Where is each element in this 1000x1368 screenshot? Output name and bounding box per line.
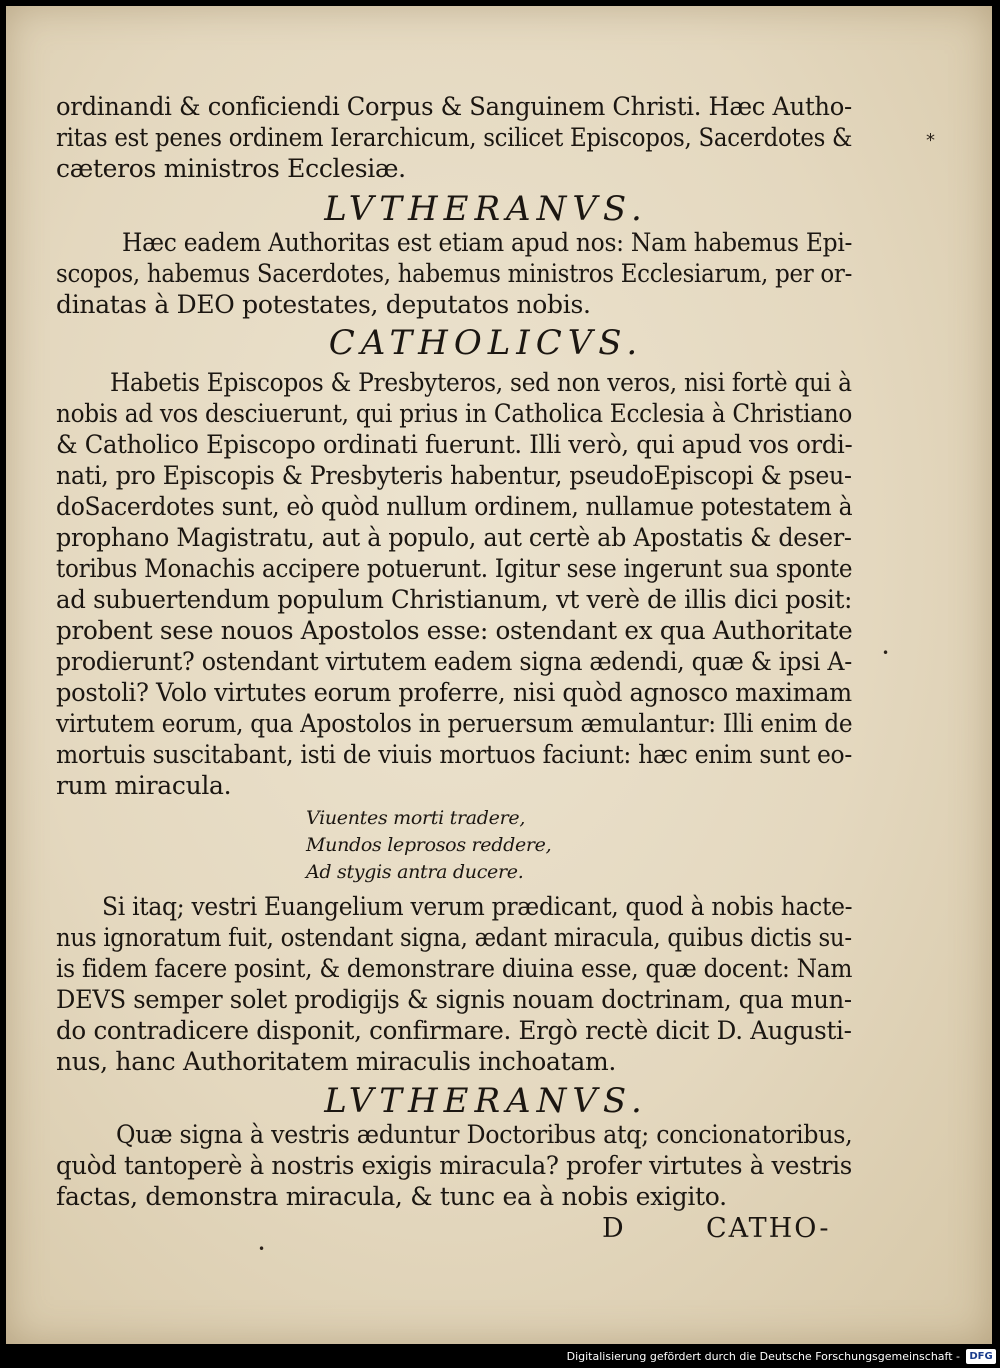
- text-line-29: factas, demonstra miracula, & tunc ea à nobis exigito.: [56, 1182, 727, 1211]
- catchword: CATHO-: [706, 1213, 831, 1244]
- text-line-19: mortuis suscitabant, isti de viuis mortuos faciunt: hæc enim sunt eo-: [56, 740, 853, 769]
- text-line-25: do contradicere disponit, confirmare. Ergò rectè dicit D. Augusti-: [56, 1016, 852, 1045]
- text-line-2: ritas est penes ordinem Ierarchicum, scilicet Episcopos, Sacerdotes &: [56, 123, 853, 152]
- text-line-7: Habetis Episcopos & Presbyteros, sed non veros, nisi fortè qui à: [110, 368, 852, 397]
- text-line-22: nus ignoratum fuit, ostendant signa, ædant miracula, quibus dictis su-: [56, 923, 852, 952]
- text-line-28: quòd tantoperè à nostris exigis miracula? profer virtutes à vestris: [56, 1151, 853, 1180]
- funding-credit: Digitalisierung gefördert durch die Deutsche Forschungsgemeinschaft -: [566, 1350, 960, 1363]
- text-line-15: probent sese nouos Apostolos esse: ostendant ex qua Authoritate: [56, 616, 853, 645]
- text-line-10: nati, pro Episcopis & Presbyteris habentur, pseudoEpiscopi & pseu-: [56, 461, 852, 490]
- margin-dot-1: •: [882, 646, 890, 660]
- verse-line-3: Ad stygis antra ducere.: [306, 861, 524, 883]
- text-line-27: Quæ signa à vestris æduntur Doctoribus atq; concionatoribus,: [116, 1120, 853, 1149]
- text-line-24: DEVS semper solet prodigijs & signis nouam doctrinam, qua mun-: [56, 985, 852, 1014]
- text-line-12: prophano Magistratu, aut à populo, aut certè ab Apostatis & deser-: [56, 523, 852, 552]
- text-line-18: virtutem eorum, qua Apostolos in peruersum æmulantur: Illi enim de: [56, 709, 853, 738]
- margin-asterisk: *: [926, 130, 935, 151]
- text-line-1: ordinandi & conficiendi Corpus & Sanguinem Christi. Hæc Autho-: [56, 92, 852, 121]
- margin-dot-2: •: [258, 1242, 266, 1256]
- text-line-23: is fidem facere posint, & demonstrare diuina esse, quæ docent: Nam: [56, 954, 853, 983]
- text-line-14: ad subuertendum populum Christianum, vt verè de illis dici posit:: [56, 585, 853, 614]
- text-line-17: postoli? Volo virtutes eorum proferre, nisi quòd agnosco maximam: [56, 678, 852, 707]
- text-line-9: & Catholico Episcopo ordinati fuerunt. Illi verò, qui apud vos ordi-: [56, 430, 853, 459]
- text-line-6: dinatas à DEO potestates, deputatos nobis.: [56, 290, 591, 319]
- text-line-13: toribus Monachis accipere potuerunt. Igitur sese ingerunt sua sponte: [56, 554, 853, 583]
- text-line-3: cæteros ministros Ecclesiæ.: [56, 154, 406, 183]
- footer-bar: [0, 1346, 1000, 1368]
- text-line-26: nus, hanc Authoritatem miraculis inchoatam.: [56, 1047, 617, 1076]
- heading-lutheranus-2: LVTHERANVS.: [324, 1081, 648, 1121]
- text-line-21: Si itaq; vestri Euangelium verum prædicant, quod à nobis hacte-: [102, 892, 853, 921]
- signature-mark: D: [602, 1213, 626, 1244]
- dfg-logo-icon: DFG: [966, 1349, 996, 1364]
- text-line-8: nobis ad vos desciuerunt, qui prius in Catholica Ecclesia à Christiano: [56, 399, 853, 428]
- book-page: [6, 6, 992, 1344]
- verse-line-2: Mundos leprosos reddere,: [306, 834, 552, 856]
- text-line-16: prodierunt? ostendant virtutem eadem signa ædendi, quæ & ipsi A-: [56, 647, 852, 676]
- text-line-11: doSacerdotes sunt, eò quòd nullum ordinem, nullamue potestatem à: [56, 492, 853, 521]
- text-line-20: rum miracula.: [56, 771, 232, 800]
- text-line-5: scopos, habemus Sacerdotes, habemus ministros Ecclesiarum, per or-: [56, 259, 853, 288]
- heading-catholicus: CATHOLICVS.: [328, 323, 644, 363]
- text-line-4: Hæc eadem Authoritas est etiam apud nos: Nam habemus Epi-: [122, 228, 853, 257]
- heading-lutheranus-1: LVTHERANVS.: [324, 189, 648, 229]
- verse-line-1: Viuentes morti tradere,: [306, 807, 526, 829]
